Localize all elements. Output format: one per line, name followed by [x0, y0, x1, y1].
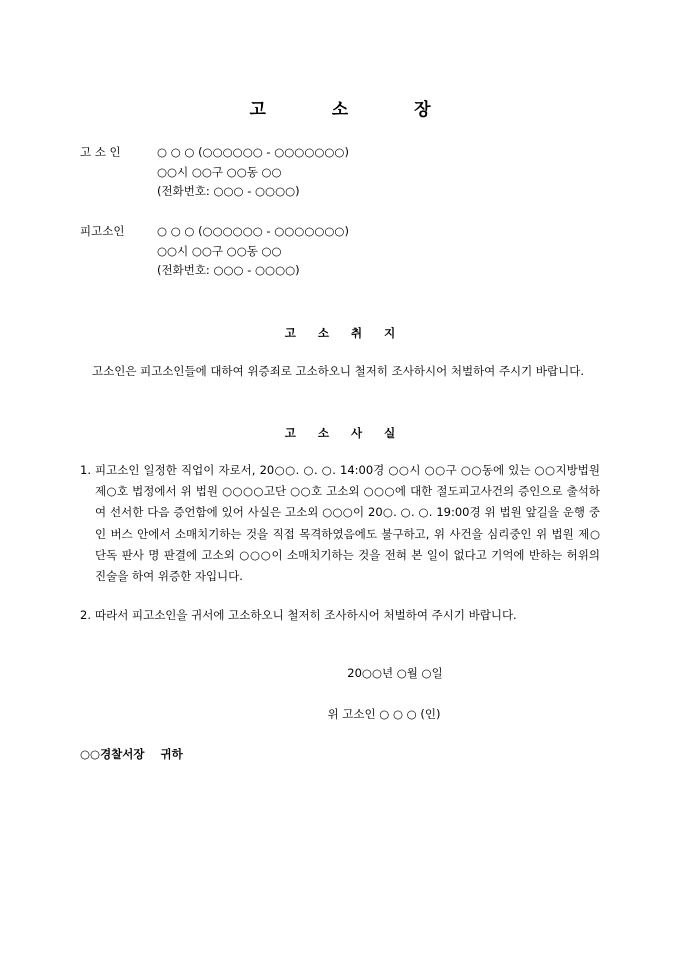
document-title: 고 소 장: [249, 100, 461, 120]
facts-list: [80, 460, 600, 626]
fact-number: 1.: [80, 463, 91, 477]
complainant-address: ○○시 ○○구 ○○동 ○○: [157, 164, 282, 179]
purpose-heading: 고 소 취 지: [284, 326, 405, 340]
complainant-block: [80, 143, 349, 202]
document-date: 20○○년 ○월 ○일: [347, 666, 443, 680]
accused-phone: (전화번호: ○○○ - ○○○○): [157, 263, 300, 277]
complainant-role-label: 고 소 인: [80, 145, 121, 159]
purpose-text: 고소인은 피고소인들에 대하여 위증죄로 고소하오니 철저히 조사하시어 처벌하여 주시기 바랍니다.: [92, 364, 585, 378]
complainant-phone: (전화번호: ○○○ - ○○○○): [157, 184, 300, 198]
fact-text: 따라서 피고소인을 귀서에 고소하오니 철저히 조사하시어 처벌하여 주시기 바랍니다.: [95, 608, 517, 623]
recipient-line: ○○경찰서장 귀하: [80, 747, 183, 761]
fact-item: [80, 605, 600, 626]
complainant-name-line: ○ ○ ○ (○○○○○○ - ○○○○○○○): [157, 145, 349, 159]
accused-address: ○○시 ○○구 ○○동 ○○: [157, 243, 282, 258]
fact-item: [80, 460, 600, 587]
accused-name-line: ○ ○ ○ (○○○○○○ - ○○○○○○○): [157, 224, 349, 238]
accused-block: [80, 222, 349, 281]
complainant-signature: 위 고소인 ○ ○ ○ (인): [327, 707, 441, 721]
facts-heading: 고 소 사 실: [284, 426, 405, 440]
fact-number: 2.: [80, 608, 91, 623]
fact-text: 피고소인 일정한 직업이 자로서, 20○○. ○. ○. 14:00경 ○○시 ○○구 ○○동에 있는 ○○지방법원 제○호 법정에서 위 법원 ○○○○고단 ○○호 고소외 ○○○에 대한 절도피고사건의 증인으로 출석하여 선서한 다음 증언함에 있어 사실은 고소외 ○○○이 20○. ○. ○. 19:00경 위 법원 앞길을 운행 중인 버스 안에서 소매치기하는 것을 직접 목격하였음에도 불구하고, 위 사건을 심리중인 위 법원 제○단독 판사 명 판결에 고소외 ○○○이 소매치기하는 것을 전혀 본 일이 없다고 기억에 반하는 허위의 진술을 하여 위증한 자입니다.: [95, 463, 600, 584]
accused-role-label: 피고소인: [80, 224, 125, 238]
